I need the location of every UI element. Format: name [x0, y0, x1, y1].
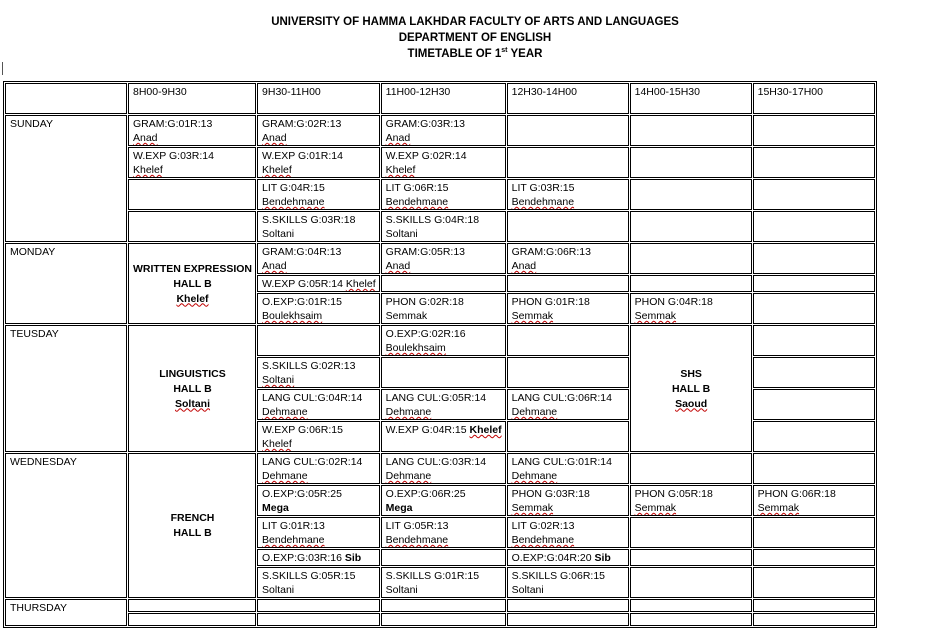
time-slot-header: 15H30-17H00 — [753, 83, 875, 114]
empty-cell — [128, 211, 256, 242]
class-cell — [381, 179, 506, 210]
teacher-name: Khelef — [345, 278, 376, 290]
empty-cell — [381, 275, 506, 292]
session-teacher: Soltani — [175, 397, 211, 410]
empty-cell — [257, 613, 380, 626]
class-code: LIT G:03R:15 — [511, 182, 575, 194]
empty-cell — [630, 613, 752, 626]
empty-cell — [753, 613, 875, 626]
class-cell — [128, 115, 256, 146]
empty-cell — [507, 325, 629, 356]
merged-session-shs — [630, 325, 752, 452]
teacher-name: Boulekhsaim — [385, 342, 446, 354]
empty-cell — [630, 275, 752, 292]
class-code: PHON G:05R:18 — [634, 488, 713, 500]
empty-cell — [630, 453, 752, 484]
teacher-name: Sib — [344, 552, 362, 564]
class-cell — [507, 549, 629, 566]
day-label-monday: MONDAY — [5, 243, 127, 324]
monday-row-1 — [5, 243, 875, 274]
timetable-title-sup: st — [501, 47, 508, 54]
session-hall: HALL B — [173, 277, 212, 290]
merged-session-linguistics — [128, 325, 256, 452]
empty-cell — [128, 179, 256, 210]
wednesday-row-1 — [5, 453, 875, 484]
class-code: LANG CUL:G:06R:14 — [511, 392, 612, 404]
empty-cell — [753, 243, 875, 274]
teacher-name: Bendehmane — [262, 196, 325, 208]
class-code: S.SKILLS G:03R:18 — [262, 214, 356, 226]
class-cell — [257, 453, 380, 484]
class-code: LIT G:01R:13 — [262, 520, 325, 532]
class-code: GRAM:G:02R:13 — [262, 118, 342, 130]
class-code: GRAM:G:04R:13 — [262, 246, 342, 258]
merged-session-french — [128, 453, 256, 598]
class-code: PHON G:01R:18 — [511, 296, 590, 308]
empty-cell — [507, 211, 629, 242]
timetable-title-text: TIMETABLE OF 1 — [407, 48, 502, 60]
empty-cell — [630, 517, 752, 548]
time-slot-header: 11H00-12H30 — [381, 83, 506, 114]
class-code: S.SKILLS G:06R:15 — [511, 570, 605, 582]
empty-cell — [753, 421, 875, 452]
teacher-name: Khelef — [385, 164, 416, 176]
teacher-name: Soltani — [385, 228, 418, 240]
empty-cell — [753, 325, 875, 356]
teacher-name: Dehmane — [262, 470, 308, 482]
teacher-name: Khelef — [262, 438, 292, 450]
teacher-name: Mega — [262, 502, 289, 514]
class-code: PHON G:06R:18 — [757, 488, 836, 500]
empty-cell — [753, 549, 875, 566]
class-cell — [507, 517, 629, 548]
empty-cell — [630, 115, 752, 146]
class-code: LANG CUL:G:02R:14 — [262, 456, 363, 468]
empty-cell — [381, 613, 506, 626]
session-hall: HALL B — [173, 382, 212, 395]
class-code: O.EXP:G:06R:25 — [385, 488, 466, 500]
class-code: W.EXP G:04R:15 — [385, 424, 470, 436]
class-cell — [507, 243, 629, 274]
timetable — [3, 81, 877, 628]
teacher-name: Anad — [385, 260, 411, 272]
teacher-name: Semmak — [385, 310, 428, 322]
class-code: S.SKILLS G:02R:13 — [262, 360, 356, 372]
empty-cell — [381, 357, 506, 388]
timetable-title — [0, 46, 950, 62]
class-cell — [381, 147, 506, 178]
class-cell — [257, 485, 380, 516]
time-slot-header: 14H00-15H30 — [630, 83, 752, 114]
empty-cell — [753, 211, 875, 242]
class-code: PHON G:02R:18 — [385, 296, 464, 308]
empty-cell — [630, 599, 752, 612]
class-cell — [257, 275, 380, 292]
day-label-sunday: SUNDAY — [5, 115, 127, 242]
class-code: O.EXP:G:03R:16 — [262, 552, 345, 564]
class-code: O.EXP:G:02R:16 — [385, 328, 466, 340]
empty-cell — [257, 325, 380, 356]
class-code: GRAM:G:03R:13 — [385, 118, 466, 130]
empty-cell — [630, 211, 752, 242]
class-cell — [381, 421, 506, 452]
empty-cell — [630, 549, 752, 566]
class-code: W.EXP G:01R:14 — [262, 150, 343, 162]
class-cell — [381, 325, 506, 356]
class-code: O.EXP:G:01R:15 — [262, 296, 342, 308]
teacher-name: Bendehmane — [511, 534, 575, 546]
teacher-name: Bendehmane — [262, 534, 325, 546]
class-code: PHON G:03R:18 — [511, 488, 590, 500]
time-slot-header: 9H30-11H00 — [257, 83, 380, 114]
class-code: LANG CUL:G:01R:14 — [511, 456, 612, 468]
class-cell — [507, 293, 629, 324]
empty-cell — [753, 517, 875, 548]
teacher-name: Anad — [133, 132, 158, 144]
class-cell — [381, 517, 506, 548]
teacher-name: Dehmane — [385, 406, 432, 418]
class-code: GRAM:G:05R:13 — [385, 246, 466, 258]
teacher-name: Soltani — [262, 228, 295, 240]
class-cell — [257, 517, 380, 548]
empty-cell — [753, 453, 875, 484]
session-teacher: Khelef — [176, 292, 209, 305]
empty-cell — [630, 567, 752, 598]
empty-cell — [381, 599, 506, 612]
empty-cell — [507, 599, 629, 612]
sunday-row-3 — [5, 179, 875, 210]
tuesday-row-1 — [5, 325, 875, 356]
class-code: S.SKILLS G:01R:15 — [385, 570, 480, 582]
class-cell — [257, 211, 380, 242]
class-code: PHON G:04R:18 — [634, 296, 713, 308]
teacher-name: Anad — [385, 132, 411, 144]
class-code: LIT G:04R:15 — [262, 182, 325, 194]
class-cell — [507, 389, 629, 420]
empty-cell — [630, 147, 752, 178]
empty-cell — [753, 275, 875, 292]
class-cell — [257, 293, 380, 324]
empty-cell — [507, 147, 629, 178]
teacher-name: Anad — [262, 132, 287, 144]
teacher-name: Khelef — [469, 424, 502, 436]
class-cell — [381, 453, 506, 484]
empty-cell — [753, 599, 875, 612]
class-cell — [753, 485, 875, 516]
class-cell — [257, 421, 380, 452]
empty-cell — [753, 567, 875, 598]
class-cell — [257, 357, 380, 388]
empty-cell — [507, 357, 629, 388]
teacher-name: Semmak — [511, 502, 554, 514]
sunday-row-1 — [5, 115, 875, 146]
teacher-name: Khelef — [133, 164, 163, 176]
teacher-name: Soltani — [385, 584, 418, 596]
teacher-name: Anad — [511, 260, 537, 272]
session-teacher: Saoud — [675, 397, 708, 410]
empty-cell — [257, 599, 380, 612]
class-code: O.EXP:G:05R:25 — [262, 488, 342, 500]
empty-cell — [128, 599, 256, 612]
empty-cell — [381, 549, 506, 566]
empty-cell — [630, 179, 752, 210]
class-cell — [257, 567, 380, 598]
class-cell — [257, 243, 380, 274]
class-cell — [381, 389, 506, 420]
empty-cell — [507, 115, 629, 146]
class-code: GRAM:G:01R:13 — [133, 118, 213, 130]
teacher-name: Semmak — [634, 502, 677, 514]
class-cell — [507, 179, 629, 210]
class-cell — [381, 485, 506, 516]
time-slot-header: 12H30-14H00 — [507, 83, 629, 114]
empty-cell — [753, 357, 875, 388]
university-title: UNIVERSITY OF HAMMA LAKHDAR FACULTY OF ARTS AND LANGUAGES — [271, 16, 679, 28]
empty-cell — [753, 115, 875, 146]
teacher-name: Dehmane — [262, 406, 308, 418]
time-header-row — [5, 83, 875, 114]
class-cell — [257, 115, 380, 146]
class-code: W.EXP G:06R:15 — [262, 424, 343, 436]
class-code: W.EXP G:03R:14 — [133, 150, 214, 162]
session-hall: HALL B — [173, 527, 212, 539]
teacher-name: Bendehmane — [385, 196, 449, 208]
department-title: DEPARTMENT OF ENGLISH — [398, 32, 552, 44]
empty-cell — [753, 179, 875, 210]
class-cell — [257, 147, 380, 178]
teacher-name: Boulekhsaim — [262, 310, 323, 322]
class-cell — [630, 485, 752, 516]
class-cell — [257, 179, 380, 210]
class-cell — [381, 115, 506, 146]
class-code: W.EXP G:02R:14 — [385, 150, 467, 162]
class-code: LIT G:05R:13 — [385, 520, 449, 532]
class-code: W.EXP G:05R:14 — [262, 278, 346, 290]
document-header — [0, 14, 950, 62]
sunday-row-2 — [5, 147, 875, 178]
class-cell — [257, 389, 380, 420]
teacher-name: Bendehmane — [385, 534, 449, 546]
class-code: LANG CUL:G:04R:14 — [262, 392, 363, 404]
timetable-title-suffix: YEAR — [507, 48, 543, 60]
class-cell — [381, 293, 506, 324]
teacher-name: Dehmane — [511, 406, 558, 418]
empty-cell — [753, 147, 875, 178]
session-title: WRITTEN EXPRESSION — [133, 262, 253, 275]
class-cell — [507, 567, 629, 598]
class-code: S.SKILLS G:04R:18 — [385, 214, 480, 226]
teacher-name: Anad — [262, 260, 287, 272]
class-code: S.SKILLS G:05R:15 — [262, 570, 356, 582]
teacher-name: Semmak — [757, 502, 800, 514]
empty-cell — [128, 613, 256, 626]
class-code: LIT G:02R:13 — [511, 520, 575, 532]
teacher-name: Sib — [594, 552, 611, 564]
class-code: LIT G:06R:15 — [385, 182, 449, 194]
class-code: GRAM:G:06R:13 — [511, 246, 591, 258]
class-code: LANG CUL:G:03R:14 — [385, 456, 487, 468]
class-cell — [381, 567, 506, 598]
sunday-row-4 — [5, 211, 875, 242]
session-title: SHS — [680, 367, 702, 380]
class-code: O.EXP:G:04R:20 — [511, 552, 595, 564]
teacher-name: Dehmane — [385, 470, 432, 482]
class-cell — [381, 211, 506, 242]
thursday-row-2 — [5, 613, 875, 626]
class-cell — [381, 243, 506, 274]
empty-cell — [753, 389, 875, 420]
thursday-row-1 — [5, 599, 875, 612]
teacher-name: Khelef — [262, 164, 292, 176]
class-cell — [257, 549, 380, 566]
empty-cell — [507, 275, 629, 292]
corner-cell — [5, 83, 127, 114]
empty-cell — [753, 293, 875, 324]
class-cell — [128, 147, 256, 178]
empty-cell — [630, 243, 752, 274]
teacher-name: Mega — [385, 502, 413, 514]
day-label-wednesday: WEDNESDAY — [5, 453, 127, 598]
merged-session-written-expression — [128, 243, 256, 324]
teacher-name: Soltani — [262, 584, 295, 596]
class-cell — [630, 293, 752, 324]
class-cell — [507, 485, 629, 516]
empty-cell — [507, 613, 629, 626]
teacher-name: Bendehmane — [511, 196, 575, 208]
teacher-name: Semmak — [634, 310, 677, 322]
day-label-thursday: THURSDAY — [5, 599, 127, 626]
time-slot-header: 8H00-9H30 — [128, 83, 256, 114]
class-cell — [507, 453, 629, 484]
text-cursor-mark — [2, 62, 3, 75]
session-title: FRENCH — [170, 512, 215, 524]
teacher-name: Soltani — [511, 584, 544, 596]
day-label-tuesday: TEUSDAY — [5, 325, 127, 452]
empty-cell — [507, 421, 629, 452]
session-hall: HALL B — [671, 382, 711, 395]
teacher-name: Semmak — [511, 310, 554, 322]
session-title: LINGUISTICS — [159, 367, 226, 380]
teacher-name: Dehmane — [511, 470, 558, 482]
class-code: LANG CUL:G:05R:14 — [385, 392, 487, 404]
teacher-name: Soltani — [262, 374, 295, 386]
